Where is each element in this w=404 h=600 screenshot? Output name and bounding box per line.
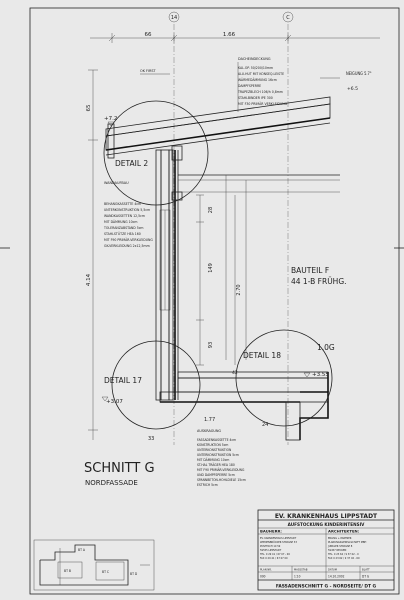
dimension-top-right: 1.66	[222, 32, 236, 38]
dimension-slab: 42	[232, 371, 238, 376]
client-heading: BAUHERR:	[260, 528, 282, 534]
key-plan-label-d: BT D	[130, 572, 138, 576]
level-roof-right: +6.5	[347, 87, 358, 92]
wall-spec-title: WANDAUFBAU	[104, 180, 129, 185]
meta-value: 000	[260, 574, 266, 579]
floor-spec-line: UNTERKONSTRUKTION	[197, 448, 232, 452]
project-subtitle: AUFSTOCKUNG KINDERINTENSIV	[287, 522, 365, 527]
axis-label-14: 14	[170, 15, 178, 21]
dimension-bottom: 33	[148, 436, 155, 442]
key-plan-label-b: BT B	[64, 569, 72, 573]
level-label-1og: 1.0G	[317, 343, 335, 352]
architect-line: JUNKLER STRASSE 8	[328, 544, 353, 548]
floor-spec-line: UND DAMPFSPERRE 5cm	[197, 473, 235, 477]
wall-spec-line: MIT DÄMMUNG 10cm	[104, 220, 138, 224]
roof-spec-line: ALU-HUT MIT KONSEQ.LEISTE	[238, 72, 285, 76]
wall-spec-line: TOLERANZABSTAND 5cm	[104, 226, 144, 230]
meta-header: DATUM	[328, 567, 337, 572]
dimension-inner-top: 28	[208, 206, 214, 214]
client-line: EV. KRANKENHAUS LIPPSTADT	[260, 536, 297, 540]
roof-spec-line: TRAPEZBLECH 106/h 0,8mm	[238, 90, 283, 94]
dimension-inner-mid: 149	[208, 263, 214, 273]
roof-ok-label: OK FIRST	[140, 68, 156, 73]
key-plan-label-a: BT A	[78, 548, 86, 552]
roof-spec-line: KAL.OP. 50/200/10mm	[238, 66, 274, 70]
dimension-inner-lower: 93	[208, 341, 214, 349]
wall-spec-line: GK-VERKLEIDUNG 2x12,5mm	[104, 244, 150, 248]
dimension-side-upper: 65	[86, 104, 92, 112]
roof-spec-line: MIT F30 PRIMÄR VERKLEIDUNG	[238, 102, 288, 106]
detail-17-label: DETAIL 17	[104, 376, 142, 385]
sheet-footer-title: FASSADENSCHNITT G - NORDSEITE/ DT G	[275, 584, 377, 590]
level-roof-left: +7.2	[104, 116, 118, 122]
meta-value: 14.10.2002	[328, 574, 345, 579]
dimension-side-total: 4.14	[86, 273, 92, 287]
meta-header: MASSSTAB	[294, 567, 308, 572]
meta-value: DT G	[362, 574, 370, 579]
meta-header: BLATT	[362, 567, 370, 572]
dimension-inner-total: 2.70	[236, 284, 242, 296]
meta-header: PLAN NR.	[260, 567, 272, 572]
client-line: FAX 0 29 41 / 67 07 00	[260, 556, 288, 560]
dimension-floor-offset: 24	[262, 422, 269, 428]
wall-spec-line: BEHANGKASSETTE 4cm	[104, 202, 142, 206]
level-lower: 1.77	[204, 417, 216, 423]
architect-heading: ARCHITEKTEN:	[328, 528, 360, 534]
detail-18-label: DETAIL 18	[243, 351, 281, 360]
floor-spec-line: KONSTRUKTION 5cm	[197, 443, 229, 447]
floor-spec-line: ESTRICH 5cm	[197, 483, 218, 487]
floor-spec-line: MIT F90 PRIMÄR-VERKLEIDUNG	[197, 468, 245, 472]
roof-spec-title: DACHEINDECKUNG	[238, 56, 271, 61]
floor-spec-line: MIT DÄMMUNG 10cm	[197, 458, 230, 462]
wall-spec-line: STAHLSTÜTZE HEA 160	[104, 232, 141, 236]
client-line: WIEDENBRÜCKER STRASSE 33	[260, 540, 297, 544]
project-title: EV. KRANKENHAUS LIPPSTADT	[274, 513, 378, 520]
roof-spec-line: STAHLBINDER IPE 300	[238, 96, 273, 100]
architect-line: TEL. 0 23 62 / 9 37 02 - 0	[328, 552, 359, 556]
wall-spec-line: WANDKASSETTEN 12,5cm	[104, 214, 145, 218]
wall-spec-line: UNTERKONSTRUKTION 5,5cm	[104, 208, 151, 212]
meta-value: 1:10	[294, 574, 301, 579]
wall-spec-line: MIT F90 PRIMÄR-VERKLEIDUNG	[104, 238, 153, 242]
client-line: TEL. 0 29 41 / 67 07 - 00	[260, 552, 290, 556]
key-plan-label-c: BT C	[102, 570, 110, 574]
detail-2-label: DETAIL 2	[115, 159, 149, 168]
bauteil-label-line2: 44 1-B FRÜHG.	[291, 277, 347, 286]
slope-label: NEIGUNG 5.7°	[346, 71, 372, 76]
floor-spec-line: UNTERKONSTRUKTION 5cm	[197, 453, 239, 457]
client-line: POSTFACH 10 59	[260, 544, 281, 548]
floor-spec-line: SPANNBETON-HOHLDIELE 15cm	[197, 478, 246, 482]
level-floor: +3.55	[312, 372, 329, 378]
floor-spec-line: ST.HAL TRÄGER HEA 180	[197, 463, 235, 467]
axis-label-c: C	[286, 15, 290, 21]
dimension-top-left: 66	[144, 32, 152, 38]
architect-line: 59457 RECKEN	[328, 548, 347, 552]
architect-line: ERLING + PARTNER	[328, 536, 352, 540]
architect-line: PLANUNGSGESELLSCHAFT MBH	[328, 540, 367, 544]
floor-spec-line: FASSADENKASSETTE 4cm	[197, 438, 237, 442]
architect-line: FAX 0 23 62 / 9 37 02 - 69	[328, 556, 360, 560]
section-title: SCHNITT G	[84, 461, 155, 476]
level-floor-low: +3.07	[106, 399, 123, 405]
roof-spec-line: WÄRMEDÄMMUNG 16cm	[238, 78, 277, 82]
bauteil-label-line1: BAUTEIL F	[291, 266, 330, 275]
client-line: 59555 LIPPSTADT	[260, 548, 282, 552]
roof-spec-line: DAMPFSPERRE	[238, 84, 262, 88]
section-subtitle: NORDFASSADE	[85, 479, 138, 487]
floor-spec-title: AUSKRAGUNG	[197, 428, 222, 433]
